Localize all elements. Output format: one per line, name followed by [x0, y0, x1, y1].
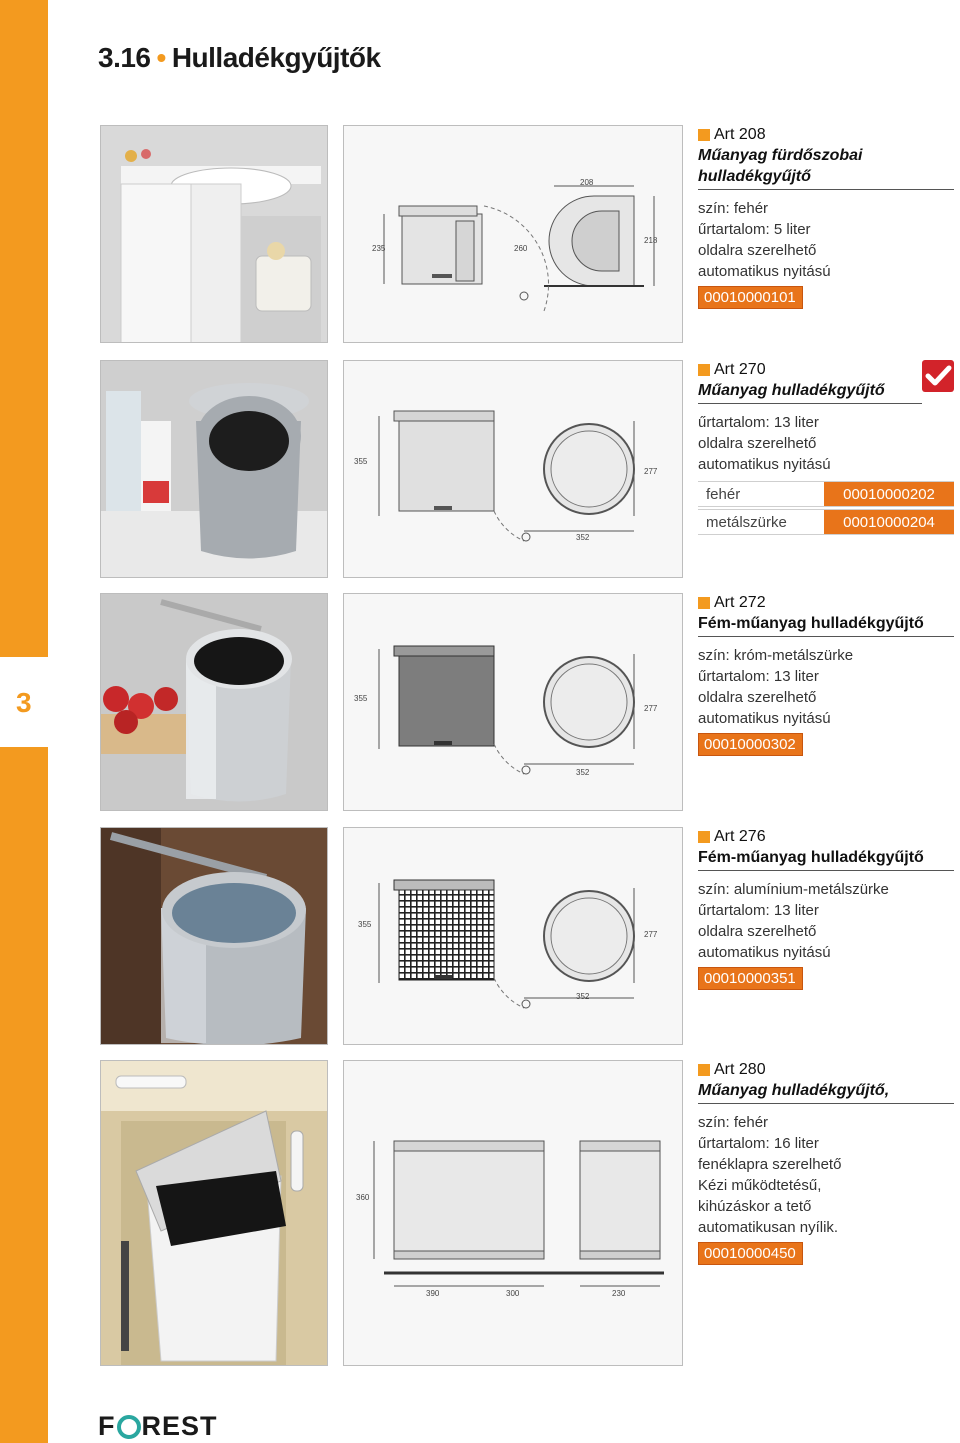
art-number: Art 270 [714, 361, 766, 378]
dim-label: 277 [644, 704, 658, 713]
spec-line: automatikusan nyílik. [698, 1219, 839, 1236]
spec-line: szín: fehér [698, 1114, 769, 1131]
product-photo-art-272 [100, 593, 328, 811]
orange-square-icon [698, 364, 710, 376]
variant-code[interactable]: 00010000202 [824, 482, 954, 506]
logo-text-start: F [98, 1410, 116, 1441]
dim-label: 352 [576, 992, 590, 1001]
dim-label: 355 [354, 694, 368, 703]
spec-line: űrtartalom: 13 liter [698, 414, 819, 431]
art-number: Art 272 [714, 594, 766, 611]
dim-label: 352 [576, 533, 590, 542]
page-title [98, 42, 381, 74]
variant-label: metálszürke [706, 513, 787, 531]
chapter-tab[interactable] [0, 657, 48, 747]
dim-label: 300 [506, 1289, 520, 1298]
art-number-row [698, 827, 954, 847]
dim-label: 355 [354, 457, 368, 466]
spec-line: automatikus nyitású [698, 944, 831, 961]
logo-text-end: REST [141, 1410, 218, 1441]
art-number: Art 276 [714, 828, 766, 845]
bullet-dot-icon: • [156, 42, 166, 73]
product-photo-art-208 [100, 125, 328, 343]
orange-square-icon [698, 1064, 710, 1076]
variant-code[interactable]: 00010000204 [824, 510, 954, 534]
product-code[interactable]: 00010000302 [698, 733, 803, 756]
spec-line: űrtartalom: 5 liter [698, 221, 811, 238]
product-photo-art-280 [100, 1060, 328, 1366]
product-code[interactable]: 00010000101 [698, 286, 803, 309]
spec-line: űrtartalom: 13 liter [698, 668, 819, 685]
dim-label: 277 [644, 930, 658, 939]
dim-label: 277 [644, 467, 658, 476]
variant-row[interactable] [698, 509, 954, 535]
product-info-art-208 [698, 125, 954, 309]
spec-line: automatikus nyitású [698, 710, 831, 727]
art-number: Art 280 [714, 1061, 766, 1078]
product-name: Műanyag hulladékgyűjtő, [698, 1080, 954, 1104]
art-number: Art 208 [714, 126, 766, 143]
spec-line: fenéklapra szerelhető [698, 1156, 842, 1173]
product-photo-art-276 [100, 827, 328, 1045]
spec-line: űrtartalom: 13 liter [698, 902, 819, 919]
section-title: Hulladékgyűjtők [171, 42, 381, 73]
spec-line: oldalra szerelhető [698, 923, 817, 940]
product-info-art-280 [698, 1060, 954, 1265]
spec-line: oldalra szerelhető [698, 689, 817, 706]
check-icon [922, 360, 954, 392]
dim-label: 208 [580, 178, 594, 187]
spec-line: oldalra szerelhető [698, 435, 817, 452]
spec-line: szín: króm-metálszürke [698, 647, 854, 664]
product-code[interactable]: 00010000351 [698, 967, 803, 990]
technical-drawing-art-272 [343, 593, 683, 811]
technical-drawing-art-270 [343, 360, 683, 578]
spec-line: oldalra szerelhető [698, 242, 817, 259]
orange-square-icon [698, 597, 710, 609]
dim-label: 260 [514, 244, 528, 253]
product-name: Fém-műanyag hulladékgyűjtő [698, 847, 954, 871]
forest-logo [98, 1412, 218, 1440]
spec-line: automatikus nyitású [698, 263, 831, 280]
variant-label: fehér [706, 485, 741, 503]
art-number-row [698, 360, 954, 380]
art-number-row [698, 593, 954, 613]
product-info-art-270 [698, 360, 954, 537]
dim-label: 360 [356, 1193, 370, 1202]
logo-o-ring-icon [117, 1415, 141, 1439]
technical-drawing-art-276 [343, 827, 683, 1045]
product-name: Műanyag hulladékgyűjtő [698, 380, 922, 404]
spec-line: szín: fehér [698, 200, 769, 217]
spec-line: szín: alumínium-metálszürke [698, 881, 889, 898]
orange-square-icon [698, 129, 710, 141]
dim-label: 355 [358, 920, 372, 929]
dim-label: 235 [372, 244, 386, 253]
art-number-row [698, 1060, 954, 1080]
product-info-art-276 [698, 827, 954, 990]
product-name: Műanyag fürdőszobai hulladékgyűjtő [698, 145, 954, 190]
technical-drawing-art-208 [343, 125, 683, 343]
product-name: Fém-műanyag hulladékgyűjtő [698, 613, 954, 637]
dim-label: 230 [612, 1289, 626, 1298]
product-code[interactable]: 00010000450 [698, 1242, 803, 1265]
section-number: 3.16 [98, 42, 151, 73]
spec-line: űrtartalom: 16 liter [698, 1135, 819, 1152]
spec-line: Kézi működtetésű, [698, 1177, 822, 1194]
spec-line: automatikus nyitású [698, 456, 831, 473]
variant-table [698, 481, 954, 535]
orange-square-icon [698, 831, 710, 843]
dim-label: 352 [576, 768, 590, 777]
chapter-tab-number: 3 [16, 687, 32, 718]
product-info-art-272 [698, 593, 954, 756]
technical-drawing-art-280 [343, 1060, 683, 1366]
spec-line: kihúzáskor a tető [698, 1198, 812, 1215]
dim-label: 218 [644, 236, 658, 245]
variant-row[interactable] [698, 481, 954, 507]
art-number-row [698, 125, 954, 145]
product-photo-art-270 [100, 360, 328, 578]
dim-label: 390 [426, 1289, 440, 1298]
